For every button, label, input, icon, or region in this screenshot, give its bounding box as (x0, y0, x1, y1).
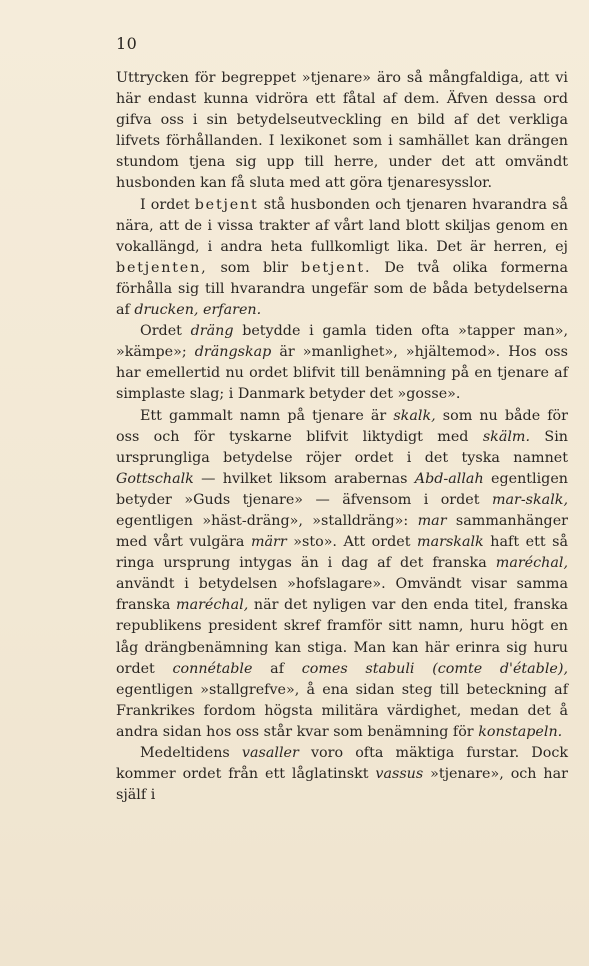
emphasized-word: drucken, erfaren. (134, 302, 262, 319)
emphasized-word: drängskap (194, 344, 272, 361)
text-run: »sto». Att ordet (286, 534, 418, 551)
paragraph (116, 743, 568, 806)
text-run: Ett gammalt namn på tjenare är (140, 407, 394, 424)
emphasized-word: connétable (172, 660, 253, 677)
paragraph (116, 321, 568, 405)
emphasized-word: comes stabuli (comte d'étable), (301, 660, 568, 677)
text-run: af (252, 660, 302, 677)
emphasized-word: betjent. (301, 259, 372, 276)
emphasized-word: Abd-allah (414, 470, 484, 487)
emphasized-word: maréchal, (495, 555, 568, 572)
text-run: användt i betydelsen »hofslagare». Omvändt visar samma franska (116, 576, 568, 614)
emphasized-word: maréchal, (176, 597, 249, 614)
paragraph (116, 406, 568, 744)
emphasized-word: betjent (194, 196, 259, 213)
text-run: Sin ursprungliga betydelse röjer ordet i det tyska namnet (116, 428, 568, 466)
page-number: 10 (116, 34, 138, 53)
paragraph (116, 68, 568, 195)
text-run: stå husbonden och tjenaren hvarandra så nära, att de i vissa trakter af vårt land blott skiljas genom en vokallängd, i andra heta fullkomligt lika. Det är herren, ej (116, 196, 568, 255)
emphasized-word: skälm. (482, 428, 531, 445)
text-run: De två olika formerna förhålla sig till hvarandra ungefär som de båda betydelserna af (116, 259, 568, 319)
text-run: som nu både för oss och för tyskarne blifvit liktydigt med (116, 407, 568, 445)
emphasized-word: konstapeln. (478, 723, 563, 740)
emphasized-word: mar (417, 512, 447, 529)
text-run: som blir (207, 259, 302, 276)
emphasized-word: vasaller (241, 745, 299, 761)
emphasized-word: vassus (375, 766, 424, 783)
emphasized-word: mar-skalk, (491, 491, 568, 508)
text-run: Ordet (140, 323, 191, 340)
text-run: haft ett så ringa ursprung intygas än i dag af det franska (116, 534, 569, 572)
emphasized-word: märr (250, 534, 287, 551)
text-run: sammanhänger med vårt vulgära (116, 512, 568, 551)
emphasized-word: skalk, (393, 407, 436, 424)
text-run: »tjenare», och har själf i (116, 766, 568, 804)
paragraph (116, 195, 568, 322)
text-run: betydde i gamla tiden ofta »tapper man», »kämpe»; (116, 323, 568, 361)
emphasized-word: dräng (190, 323, 234, 340)
text-run: egentligen »häst-dräng», »stalldräng»: (116, 512, 418, 529)
text-run: när det nyligen var den enda titel, franska republikens president skref framför sitt namn, huru högt en låg drängbenämning kan stiga. Man kan här erinra sig huru ordet (116, 597, 568, 677)
body-text (116, 68, 568, 806)
emphasized-word: Gottschalk (116, 470, 194, 487)
text-run: Medeltidens (140, 745, 242, 761)
text-run: — hvilket liksom arabernas (193, 470, 415, 487)
text-run: voro ofta mäktiga furstar. Dock kommer ordet från ett låglatinskt (116, 745, 568, 783)
emphasized-word: betjenten, (116, 259, 208, 276)
emphasized-word: marskalk (417, 534, 484, 551)
text-run: Uttrycken för begreppet »tjenare» äro så mångfaldiga, att vi här endast kunna vidröra ett fåtal af dem. Äfven dessa ord gifva oss i sin betydelseutveckling en bild af det verkliga lifvets förhållanden. I lexikonet som i samhället kan drängen stundom tjena sig upp till herre, under det att omvändt husbonden kan få sluta med att göra tjenaresysslor. (116, 70, 568, 192)
text-run: egentligen »stallgrefve», å ena sidan steg till beteckning af Frankrikes fordom högsta militära värdighet, medan det å andra sidan hos oss står kvar som benämning för (116, 681, 568, 740)
text-run: egentligen betyder »Guds tjenare» — äfvensom i ordet (116, 470, 568, 508)
text-run: är »manlighet», »hjältemod». Hos oss har emellertid nu ordet blifvit till benämning på en tjenare af simplaste slag; i Danmark betyder det »gosse». (116, 344, 568, 403)
text-run: I ordet (140, 196, 195, 213)
